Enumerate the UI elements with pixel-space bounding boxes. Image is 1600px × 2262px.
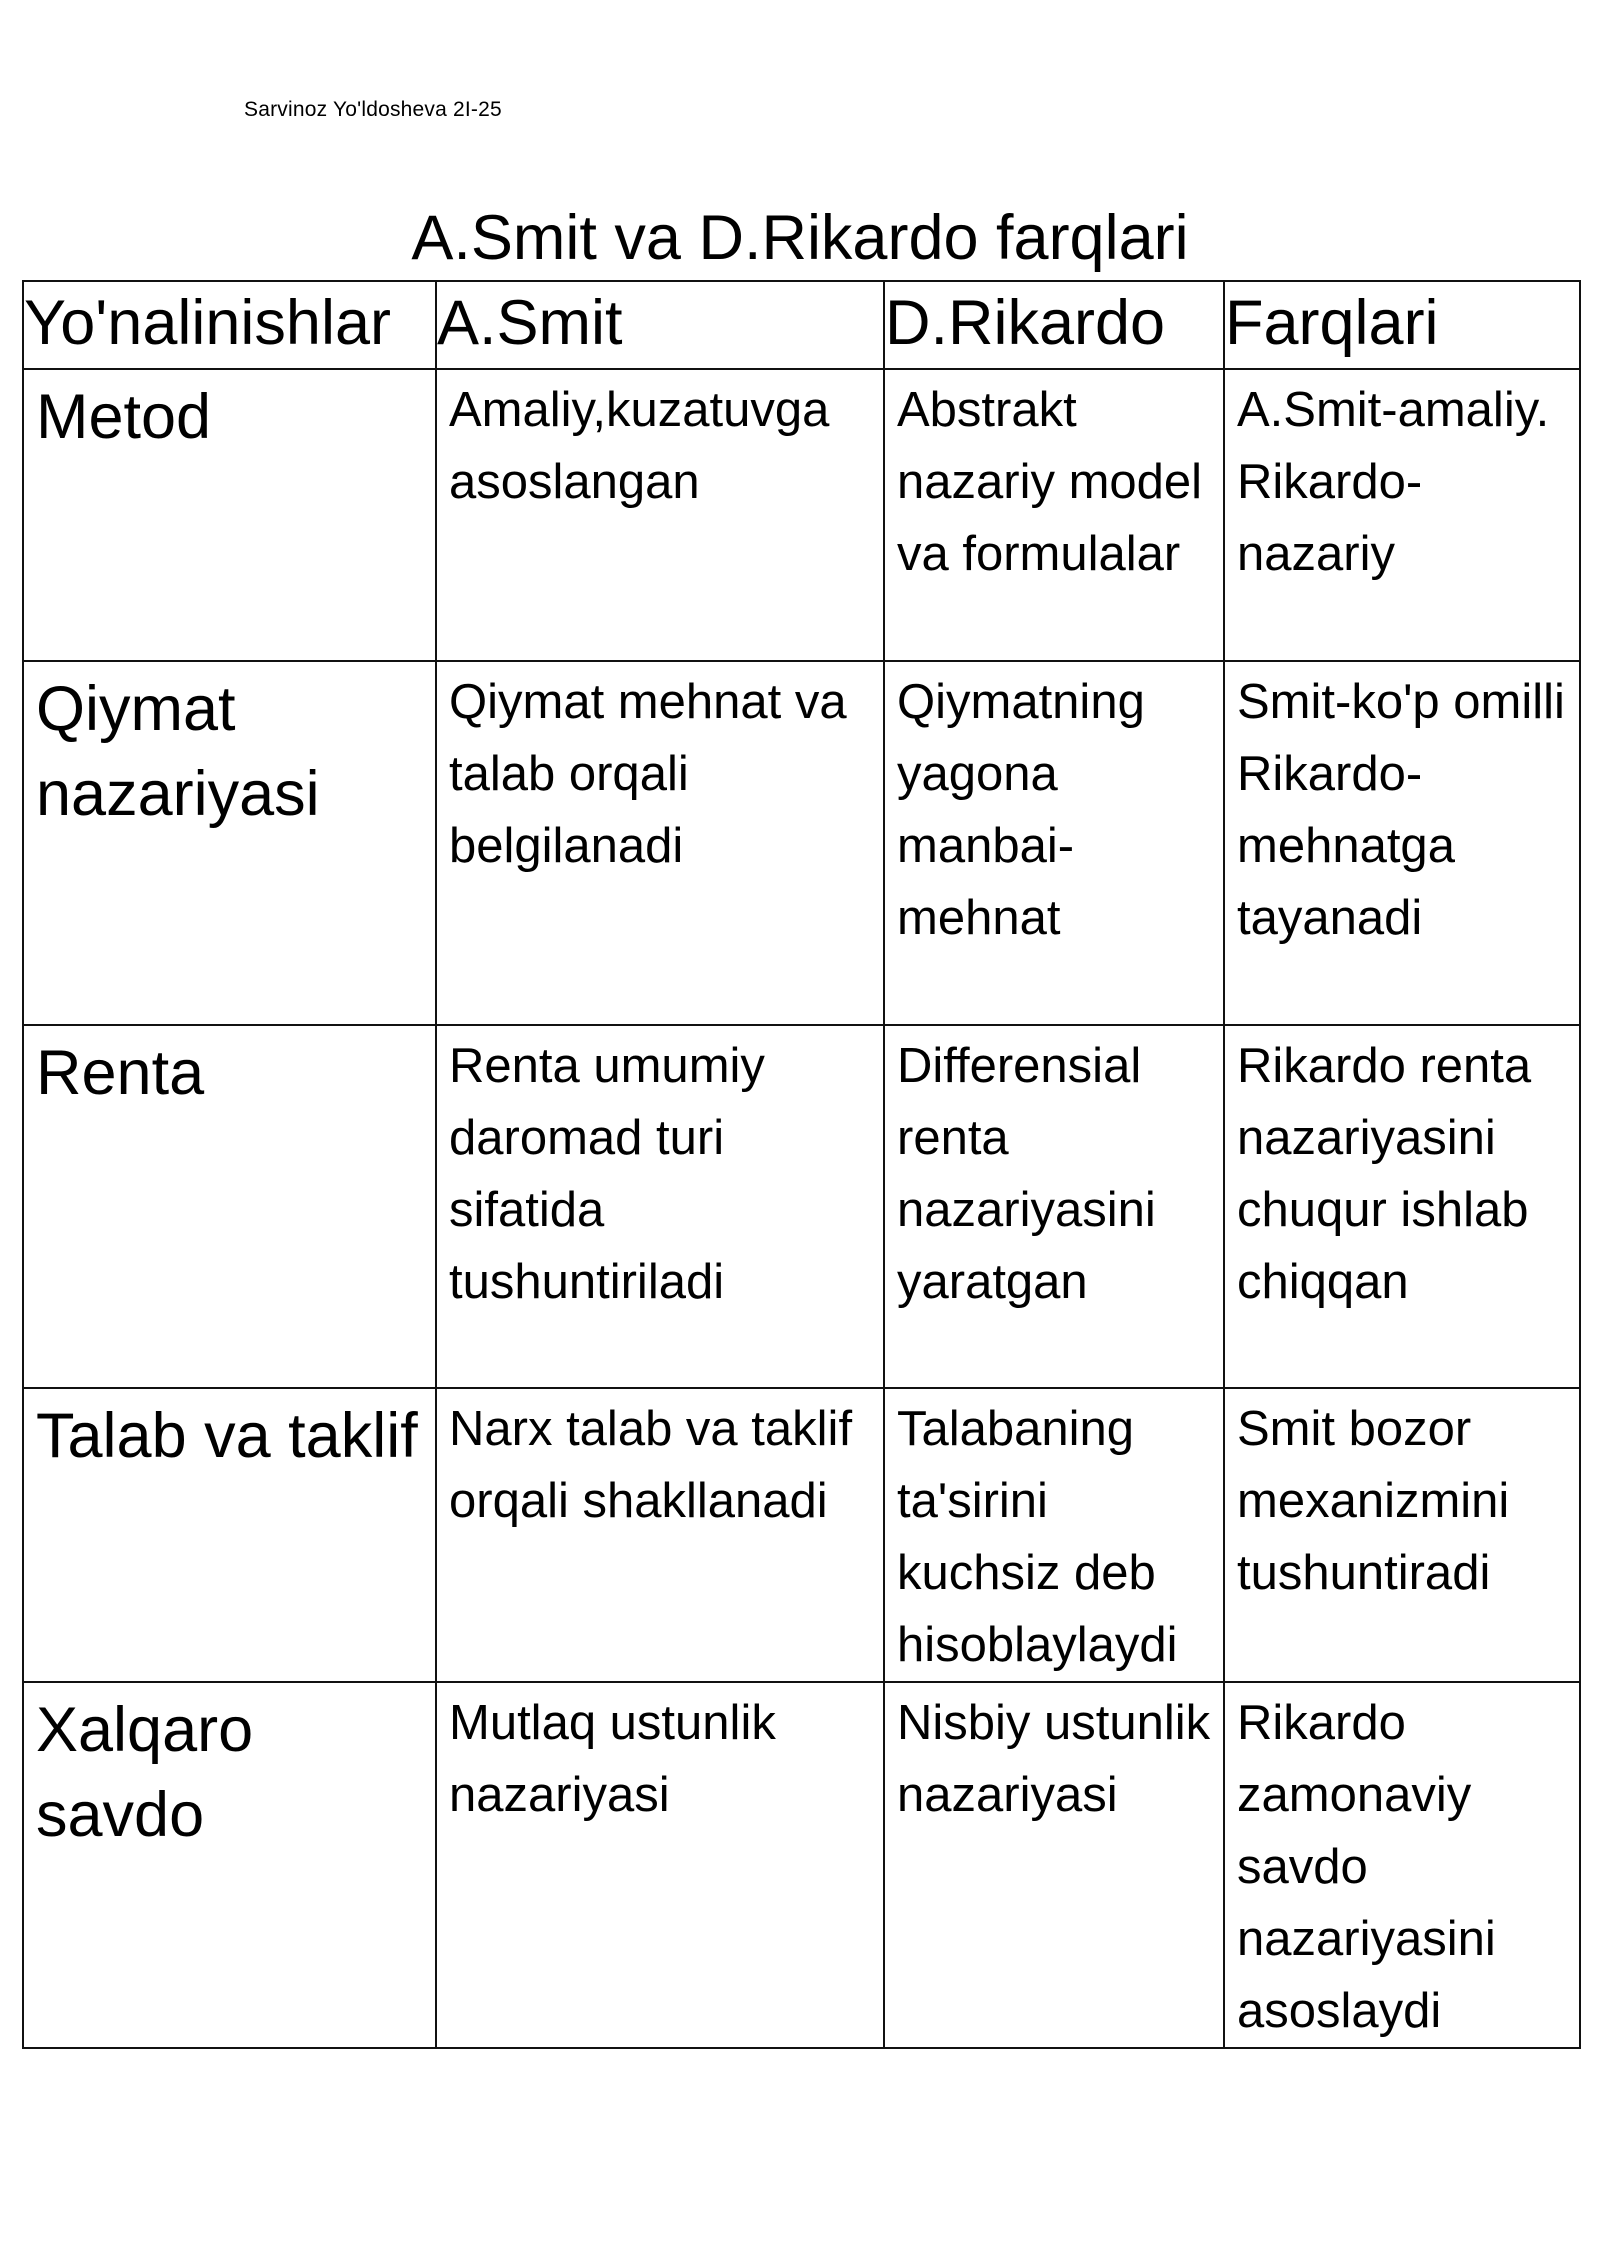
table-row bbox=[23, 1682, 1580, 2048]
rikardo-cell: Differensial renta nazariyasini yaratgan bbox=[884, 1025, 1224, 1388]
rikardo-cell: Talabaning ta'sirini kuchsiz deb hisoblaylaydi bbox=[884, 1388, 1224, 1682]
header-directions: Yo'nalinishlar bbox=[23, 281, 436, 369]
row-label: Talab va taklif bbox=[23, 1388, 436, 1682]
row-label: Renta bbox=[23, 1025, 436, 1388]
table-header-row bbox=[23, 281, 1580, 369]
smit-cell: Renta umumiy daromad turi sifatida tushuntiriladi bbox=[436, 1025, 884, 1388]
header-differences: Farqlari bbox=[1224, 281, 1580, 369]
comparison-table bbox=[22, 280, 1581, 2049]
document-title: A.Smit va D.Rikardo farqlari bbox=[411, 203, 1189, 273]
difference-cell: A.Smit-amaliy. Rikardo-nazariy bbox=[1224, 369, 1580, 661]
rikardo-cell: Qiymatning yagona manbai-mehnat bbox=[884, 661, 1224, 1025]
difference-cell: Smit bozor mexanizmini tushuntiradi bbox=[1224, 1388, 1580, 1682]
difference-cell: Smit-ko'p omilli Rikardo-mehnatga tayanadi bbox=[1224, 661, 1580, 1025]
smit-cell: Amaliy,kuzatuvga asoslangan bbox=[436, 369, 884, 661]
table-row bbox=[23, 661, 1580, 1025]
difference-cell: Rikardo zamonaviy savdo nazariyasini asoslaydi bbox=[1224, 1682, 1580, 2048]
row-label: Metod bbox=[23, 369, 436, 661]
table-row bbox=[23, 1388, 1580, 1682]
smit-cell: Narx talab va taklif orqali shakllanadi bbox=[436, 1388, 884, 1682]
row-label: Xalqaro savdo bbox=[23, 1682, 436, 2048]
table-row bbox=[23, 1025, 1580, 1388]
rikardo-cell: Abstrakt nazariy model va formulalar bbox=[884, 369, 1224, 661]
author-line: Sarvinoz Yo'ldosheva 2I-25 bbox=[244, 98, 502, 121]
table-row bbox=[23, 369, 1580, 661]
smit-cell: Qiymat mehnat va talab orqali belgilanadi bbox=[436, 661, 884, 1025]
row-label: Qiymat nazariyasi bbox=[23, 661, 436, 1025]
header-smit: A.Smit bbox=[436, 281, 884, 369]
smit-cell: Mutlaq ustunlik nazariyasi bbox=[436, 1682, 884, 2048]
header-rikardo: D.Rikardo bbox=[884, 281, 1224, 369]
difference-cell: Rikardo renta nazariyasini chuqur ishlab chiqqan bbox=[1224, 1025, 1580, 1388]
rikardo-cell: Nisbiy ustunlik nazariyasi bbox=[884, 1682, 1224, 2048]
